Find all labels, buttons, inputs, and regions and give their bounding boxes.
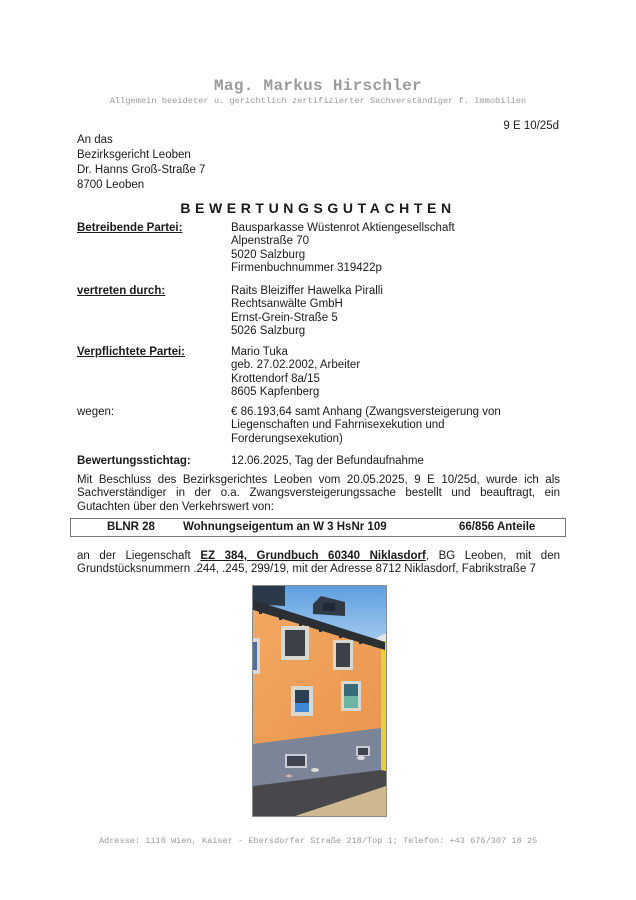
recipient-line: Dr. Hanns Groß-Straße 7 (77, 164, 206, 176)
party-representative (77, 285, 563, 341)
claim-reason (77, 406, 563, 448)
claim-details (231, 406, 563, 446)
property-prefix: an der Liegenschaft (77, 550, 201, 562)
building-facade-photo (252, 585, 387, 817)
party-line: geb. 27.02.2002, Arbeiter (231, 359, 361, 372)
recipient-line: Bezirksgericht Leoben (77, 149, 191, 161)
party-details (231, 222, 563, 276)
party-label: vertreten durch: (77, 285, 166, 297)
party-line: Firmenbuchnummer 319422p (231, 262, 382, 275)
party-defendant (77, 346, 563, 402)
party-label: Bewertungsstichtag: (77, 455, 191, 467)
party-line: 8605 Kapfenberg (231, 386, 320, 399)
party-line: Ernst-Grein-Straße 5 (231, 311, 338, 324)
party-label: wegen: (77, 406, 115, 418)
object-summary-box (70, 518, 566, 537)
party-details (231, 346, 563, 400)
party-line: Alpenstraße 70 (231, 235, 309, 248)
valuation-date (77, 455, 563, 469)
object-description: Wohnungseigentum an W 3 HsNr 109 (183, 521, 387, 533)
case-reference: 9 E 10/25d (503, 120, 559, 132)
recipient-line: An das (77, 134, 113, 146)
valuation-date-value (231, 455, 563, 468)
property-registry: EZ 384, Grundbuch 60340 Niklasdorf (200, 550, 426, 562)
valuation-date-text: 12.06.2025, Tag der Befundaufnahme (231, 455, 424, 467)
party-line: Bausparkasse Wüstenrot Aktiengesellschaft (231, 222, 455, 234)
letterhead-name: Mag. Markus Hirschler (214, 77, 422, 95)
party-plaintiff (77, 222, 563, 278)
claim-line: Forderungsexekution) (231, 432, 343, 445)
footer-address: Adresse: 1110 Wien, Kaiser - Ebersdorfer Straße 218/Top 1; Telefon: +43 676/307 18 25 (98, 836, 538, 846)
party-line: 5020 Salzburg (231, 248, 306, 261)
property-suffix: , BG Leoben, mit den Grundstücksnummern .244, .245, 299/19, mit der Adresse 8712 Niklasdorf, Fabrikstraße 7 (77, 550, 560, 576)
party-line: Rechtsanwälte GmbH (231, 298, 343, 311)
blnr: BLNR 28 (107, 521, 155, 533)
object-share: 66/856 Anteile (459, 521, 536, 533)
party-details (231, 285, 563, 339)
claim-line: € 86.193,64 samt Anhang (Zwangsversteigerung von (231, 406, 501, 418)
claim-line: Liegenschaften und Fahrnisexekution und (231, 419, 445, 432)
property-paragraph (77, 550, 560, 577)
facade-image (253, 586, 386, 816)
party-label: Verpflichtete Partei: (77, 346, 186, 358)
party-line: Krottendorf 8a/15 (231, 372, 320, 385)
letterhead-subtitle: Allgemein beeideter u. gerichtlich zertifizierter Sachverständiger f. Immobilien (109, 96, 527, 106)
recipient-address (77, 133, 205, 193)
party-line: Mario Tuka (231, 346, 288, 358)
document-title: BEWERTUNGSGUTACHTEN (180, 200, 456, 216)
intro-paragraph: Mit Beschluss des Bezirksgerichtes Leoben vom 20.05.2025, 9 E 10/25d, wurde ich als Sachverständiger in der o.a. Zwangsversteigerungssache bestellt und beauftragt, ein Gutachten über den Verkehrswert von: (77, 474, 560, 513)
party-label: Betreibende Partei: (77, 222, 183, 234)
party-line: Raits Bleiziffer Hawelka Piralli (231, 285, 383, 297)
party-line: 5026 Salzburg (231, 325, 306, 338)
recipient-line: 8700 Leoben (77, 179, 145, 191)
